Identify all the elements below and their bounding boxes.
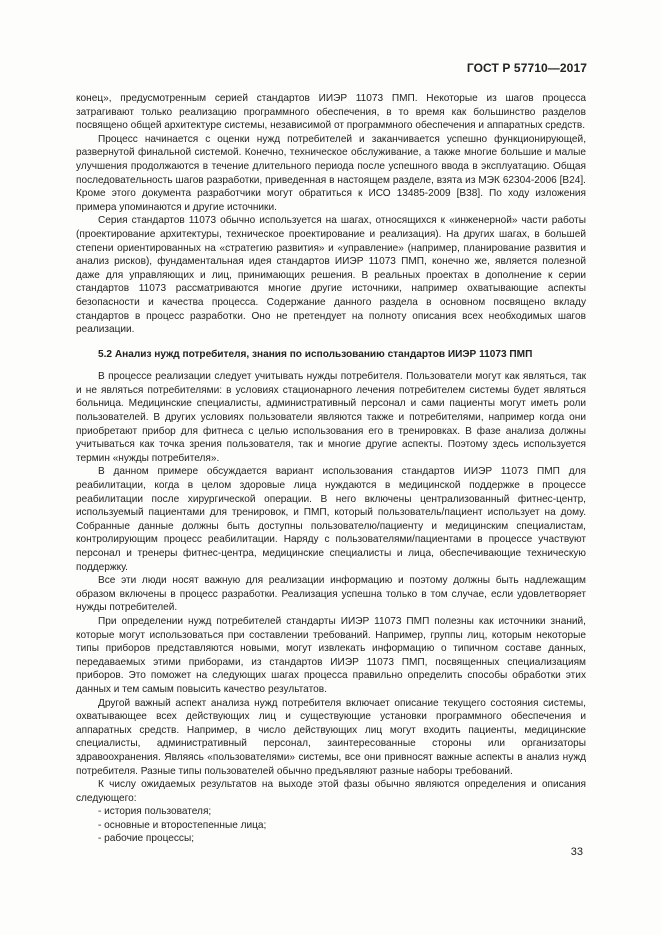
paragraph: Серия стандартов 11073 обычно используется на шагах, относящихся к «инженерной» части работы (проектирование архитектуры, техническое проектирование и реализация). На других шагах, в большей степени ориентированных на «стратегию развития» и «управление» (например, планирование развития и анализ рисков), фундаментальная идея стандартов ИИЭР 11073 ПМП, конечно же, является полезной даже для управляющих и лиц, принимающих решения. В реальных проектах в дополнение к серии стандартов 11073 рассматриваются многие другие источники, например охватывающие аспекты безопасности и качества процесса. Содержание данного раздела в основном посвящено вкладу стандартов в процесс разработки. Оно не претендует на полноту описания всех необходимых шагов реализации. xyxy=(76,215,586,336)
paragraph: Другой важный аспект анализа нужд потребителя включает описание текущего состояния системы, охватывающее всех действующих лиц и существующие установки программного обеспечения и аппаратных средств. Например, в число действующих лиц могут входить пациенты, медицинские специалисты, административный персонал, заинтересованные стороны или организаторы здравоохранения. Являясь «пользователями» системы, все они привносят важные аспекты в анализ нужд потребителя. Разные типы пользователей обычно предъявляют разные наборы требований. xyxy=(76,697,586,777)
page-number: 33 xyxy=(570,846,583,858)
paragraph: В данном примере обсуждается вариант использования стандартов ИИЭР 11073 ПМП для реабилитации, когда в целом здоровые лица нуждаются в медицинской поддержке в процессе реабилитации после хирургической операции. В него включены централизованный фитнес-центр, используемый пациентами для тренировок, и ПМП, который пользователь/пациент использует на дому. Собранные данные должны быть доступны пользователю/пациенту и медицинским специалистам, контролирующим процесс реабилитации. Наряду с пользователями/пациентами в процессе участвуют персонал и тренеры фитнес-центра, медицинские специалисты и лица, обеспечивающие техническую поддержку. xyxy=(76,466,586,573)
paragraph: конец», предусмотренным серией стандартов ИИЭР 11073 ПМП. Некоторые из шагов процесса затрагивают только реализацию программного обеспечения, в то время как большинство разделов посвящено общей архитектуре системы, независимой от программного обеспечения и аппаратных средств. xyxy=(76,93,586,132)
paragraph: К числу ожидаемых результатов на выходе этой фазы обычно являются определения и описания следующего: xyxy=(76,779,586,804)
document-code: ГОСТ Р 57710—2017 xyxy=(466,61,587,75)
paragraph: В процессе реализации следует учитывать нужды потребителя. Пользователи могут как являться, так и не являться потребителями: в условиях стационарного лечения потребителем системы будет являться больница. Медицинские специалисты, административный персонал и сами пациенты могут иметь роли пользователей. В других условиях пользователи являются также и потребителями, например когда они приобретают прибор для фитнеса с целью использования его в тренировках. В фазе анализа должны учитываться как точка зрения пользователя, так и многие другие аспекты. Поэтому здесь используется термин «нужды потребителя». xyxy=(76,371,586,464)
list-item: - история пользователя; xyxy=(98,806,212,818)
section-heading: 5.2 Анализ нужд потребителя, знания по использованию стандартов ИИЭР 11073 ПМП xyxy=(98,348,533,360)
paragraph: Процесс начинается с оценки нужд потребителей и заканчивается успешно функционирующей, развернутой финальной системой. Конечно, техническое обслуживание, а также многие большие и малые улучшения продолжаются в течение длительного периода после успешного ввода в эксплуатацию. Общая последовательность шагов разработки, приведенная в настоящем разделе, взята из МЭК 62304-2006 [B24]. Кроме этого документа разработчики могут обратиться к ИСО 13485-2009 [B38]. По ходу изложения примера упоминаются и другие источники. xyxy=(76,133,586,213)
paragraph: Все эти люди носят важную для реализации информацию и поэтому должны быть надлежащим образом включены в процесс разработки. Реализация успешна только в том случае, если удовлетворяет нужды потребителей. xyxy=(76,575,586,614)
list-item: - основные и второстепенные лица; xyxy=(98,819,267,831)
list-item: - рабочие процессы; xyxy=(98,833,195,845)
document-body xyxy=(76,92,586,846)
paragraph: При определении нужд потребителей стандарты ИИЭР 11073 ПМП полезны как источники знаний, которые могут использоваться при составлении требований. Например, группы лиц, которым некоторые типы приборов представляются новыми, могут извлекать информацию о типичном составе данных, передаваемых этими приборами, из стандартов ИИЭР 11073 ПМП, посвященных специализациям приборов. Это поможет на следующих шагах процесса правильно определить способы обработки этих данных и тем самым повысить качество результатов. xyxy=(76,615,586,695)
